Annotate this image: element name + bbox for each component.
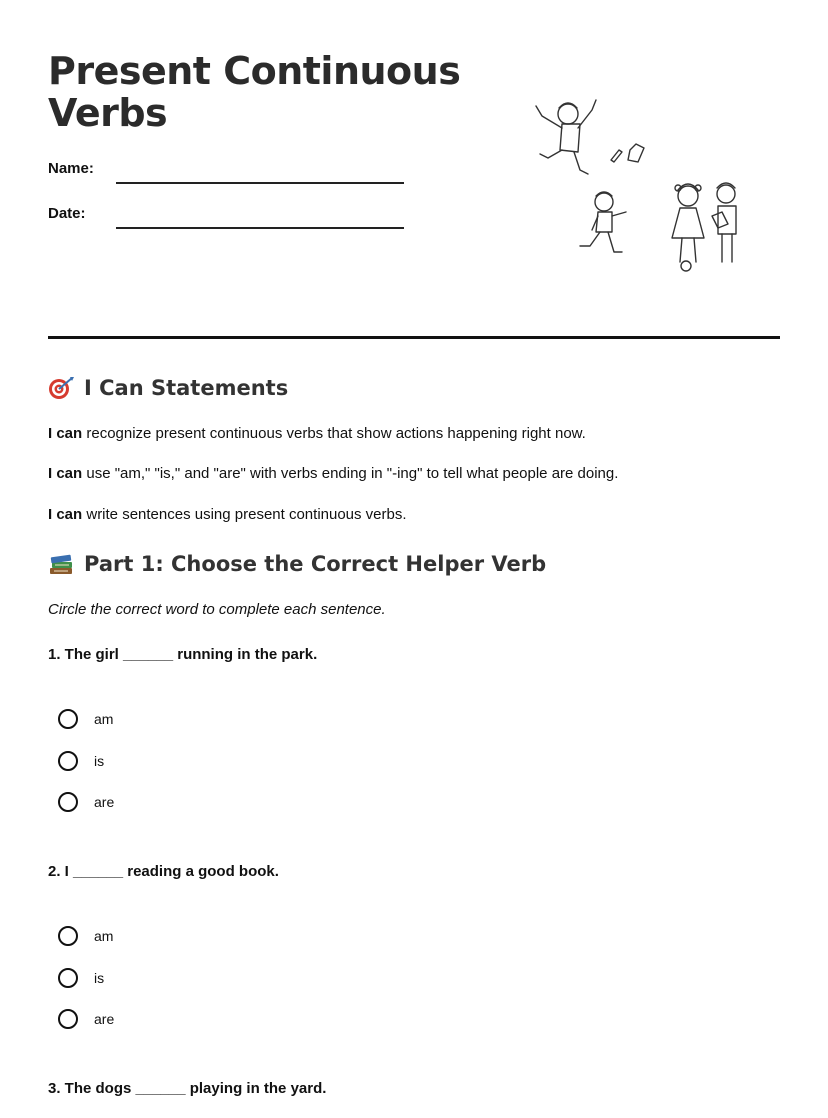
target-icon (48, 376, 76, 400)
ican-lead-3: I can (48, 506, 83, 523)
two-girls-figure (672, 183, 736, 271)
q1-option-are[interactable] (58, 789, 114, 815)
title-line-1: Present Continuous (48, 49, 461, 93)
name-label: Name: (48, 160, 94, 177)
q2-option-am[interactable] (58, 923, 113, 949)
ican-heading (48, 376, 288, 400)
q1-option-am[interactable] (58, 706, 113, 732)
q2-option-is[interactable] (58, 965, 104, 991)
part1-heading (48, 552, 546, 576)
jumping-child-figure (536, 100, 596, 174)
ican-text-3: write sentences using present continuous verbs. (82, 506, 407, 523)
question-2: 2. I ______ reading a good book. (48, 863, 279, 880)
worksheet-page (48, 0, 780, 1118)
section-divider (48, 336, 780, 339)
ican-text-1: recognize present continuous verbs that show actions happening right now. (82, 425, 586, 442)
ican-statement-3 (48, 506, 407, 523)
date-label: Date: (48, 205, 86, 222)
part1-heading-text: Part 1: Choose the Correct Helper Verb (84, 552, 547, 576)
radio-circle[interactable] (58, 792, 78, 812)
pencil-paper-figure (611, 144, 644, 162)
books-icon (48, 552, 76, 576)
ican-text-2: use "am," "is," and "are" with verbs ending in "-ing" to tell what people are doing. (82, 465, 619, 482)
date-field (48, 205, 404, 235)
question-1: 1. The girl ______ running in the park. (48, 646, 318, 663)
option-label: is (94, 753, 105, 769)
q1-option-is[interactable] (58, 748, 104, 774)
radio-circle[interactable] (58, 751, 78, 771)
ican-statement-1 (48, 425, 586, 442)
option-label: is (94, 970, 105, 986)
radio-circle[interactable] (58, 968, 78, 988)
name-line[interactable] (116, 182, 404, 184)
running-boy-figure (580, 192, 626, 252)
date-line[interactable] (116, 227, 404, 229)
radio-circle[interactable] (58, 926, 78, 946)
question-3: 3. The dogs ______ playing in the yard. (48, 1080, 327, 1097)
option-label: am (94, 928, 114, 944)
ican-statement-2 (48, 465, 618, 482)
ican-heading-text: I Can Statements (84, 376, 289, 400)
radio-circle[interactable] (58, 1009, 78, 1029)
option-label: am (94, 711, 114, 727)
children-playing-illustration (526, 92, 756, 280)
option-label: are (94, 794, 115, 810)
part1-instruction: Circle the correct word to complete each sentence. (48, 601, 386, 618)
ican-lead-1: I can (48, 425, 83, 442)
title-line-2: Verbs (48, 91, 168, 135)
ican-lead-2: I can (48, 465, 83, 482)
page-title (48, 50, 468, 134)
name-field (48, 160, 404, 190)
q2-option-are[interactable] (58, 1006, 114, 1032)
option-label: are (94, 1011, 115, 1027)
radio-circle[interactable] (58, 709, 78, 729)
